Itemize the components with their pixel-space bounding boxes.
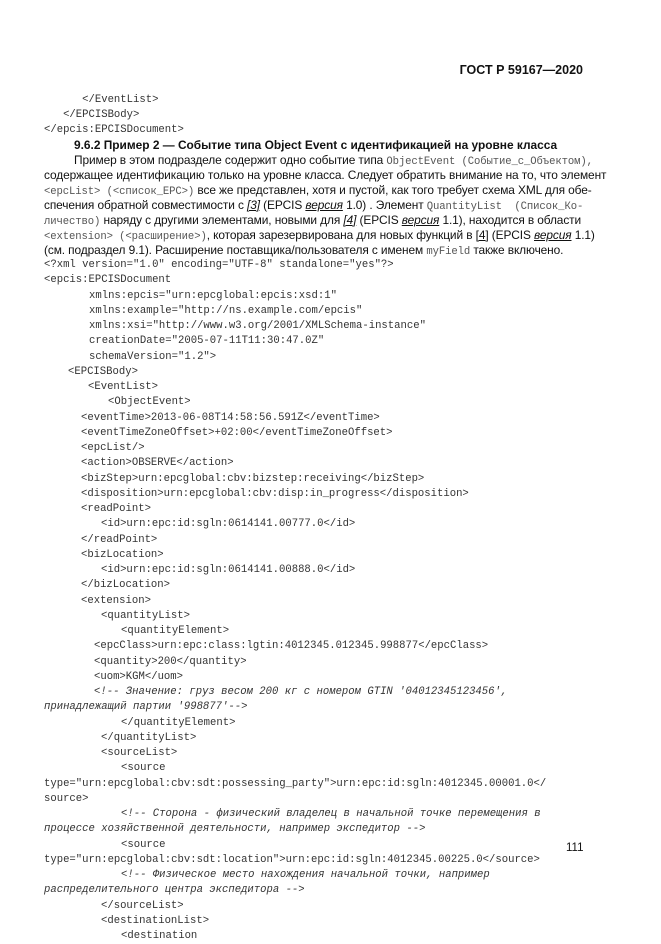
code-line: <quantityElement>: [121, 625, 230, 637]
inline-code: личество): [44, 216, 101, 228]
reference-link[interactable]: [4]: [475, 228, 489, 242]
code-line: <?xml version="1.0" encoding="UTF-8" standalone="yes"?>: [44, 259, 394, 271]
code-line: </bizLocation>: [81, 579, 171, 592]
reference-link[interactable]: [4]: [343, 213, 357, 227]
paragraph-line: содержащее идентификацию только на уровне класса. Следует обратить внимание на то, что элемент: [44, 168, 607, 182]
code-line: </sourceList>: [101, 899, 184, 912]
inline-code: <epcList>: [44, 186, 101, 198]
code-line: <bizLocation>: [81, 548, 164, 561]
code-line: </readPoint>: [81, 533, 158, 546]
code-line: <epcClass>urn:epc:class:lgtin:4012345.012345.998877</epcClass>: [94, 640, 489, 653]
code-line: <epcList/>: [81, 442, 145, 454]
reference-link[interactable]: [3]: [247, 198, 260, 212]
code-line: <readPoint>: [81, 503, 151, 515]
inline-code: ObjectEvent (Событие_с_Объектом),: [386, 156, 593, 168]
code-comment-line: <!-- Сторона - физический владелец в начальной точке перемещения в: [121, 808, 541, 820]
code-line: </EPCISBody>: [44, 109, 140, 121]
code-line: <source: [121, 762, 166, 775]
code-comment-line: принадлежащий партии '998877'-->: [44, 701, 248, 714]
code-line: <quantity>200</quantity>: [94, 655, 247, 668]
code-line: type="urn:epcglobal:cbv:sdt:possessing_party">urn:epc:id:sgln:4012345.00001.0</: [44, 777, 547, 790]
code-line: <extension>: [81, 594, 151, 607]
code-line: <sourceList>: [101, 747, 178, 759]
code-line: <destination: [121, 930, 198, 942]
code-line: xmlns:epcis="urn:epcglobal:epcis:xsd:1": [89, 289, 337, 302]
inline-code: (<список_EPC>): [100, 186, 195, 198]
code-line: </quantityElement>: [121, 716, 236, 729]
code-comment-line: <!-- Физическое место нахождения начальной точки, например: [121, 869, 490, 881]
standard-header: ГОСТ Р 59167—2020: [459, 63, 583, 77]
code-line: xmlns:xsi="http://www.w3.org/2001/XMLSchema-instance": [89, 320, 426, 332]
code-line: source>: [44, 792, 89, 805]
code-line: xmlns:example="http://ns.example.com/epcis": [89, 304, 363, 317]
inline-code: (<расширение>): [112, 231, 207, 243]
code-line: <bizStep>urn:epcglobal:cbv:bizstep:receiving</bizStep>: [81, 472, 425, 485]
code-line: <uom>KGM</uom>: [94, 670, 184, 683]
code-line: <id>urn:epc:id:sgln:0614141.00777.0</id>: [101, 518, 356, 531]
inline-code: myField: [426, 246, 471, 258]
paragraph-line: личество) наряду с другими элементами, новыми для [4] (EPCIS версия 1.1), находится в области: [44, 213, 582, 228]
version-label: версия: [305, 198, 343, 212]
paragraph-line: Пример в этом подразделе содержит одно событие типа ObjectEvent (Событие_с_Объектом),: [74, 153, 593, 168]
code-comment-line: распределительного центра экспедитора -->: [44, 884, 305, 897]
inline-code: <extension>: [44, 231, 113, 243]
page-number: 111: [566, 842, 584, 854]
paragraph-line: <extension> (<расширение>), которая зарезервирована для новых функций в [4] (EPCIS версия 1.1): [44, 228, 595, 243]
version-label: версия: [401, 213, 440, 227]
code-line: <ObjectEvent>: [108, 396, 191, 409]
code-line: </quantityList>: [101, 731, 197, 744]
code-line: </EventList>: [44, 94, 159, 106]
paragraph-line: <epcList> (<список_EPC>) все же представлен, хотя и пустой, как того требует схема XML для обе-: [44, 183, 592, 198]
code-line: <quantityList>: [101, 609, 191, 622]
inline-code: QuantityList (Список_Ко-: [426, 201, 584, 213]
code-line: schemaVersion="1.2">: [89, 350, 217, 363]
code-line: <action>OBSERVE</action>: [81, 457, 234, 470]
code-line: <eventTimeZoneOffset>+02:00</eventTimeZoneOffset>: [81, 426, 393, 439]
version-label: версия: [534, 228, 572, 242]
code-line: <eventTime>2013-06-08T14:58:56.591Z</eventTime>: [81, 411, 380, 424]
code-line: type="urn:epcglobal:cbv:sdt:location">urn:epc:id:sgln:4012345.00225.0</source>: [44, 853, 540, 866]
paragraph-line: (см. подраздел 9.1). Расширение поставщика/пользователя с именем myField также включено.: [44, 243, 564, 258]
code-line: <epcis:EPCISDocument: [44, 274, 172, 287]
code-comment-line: процессе хозяйственной деятельности, например экспедитор -->: [44, 823, 426, 836]
code-comment-line: <!-- Значение: груз весом 200 кг с номером GTIN '04012345123456',: [94, 686, 508, 698]
code-line: </epcis:EPCISDocument>: [44, 124, 184, 136]
code-line: <EPCISBody>: [68, 365, 138, 378]
code-line: <destinationList>: [101, 914, 210, 927]
code-line: creationDate="2005-07-11T11:30:47.0Z": [89, 335, 325, 348]
code-line: <disposition>urn:epcglobal:cbv:disp:in_progress</disposition>: [81, 487, 469, 500]
section-heading: 9.6.2 Пример 2 — Событие типа Object Event с идентификацией на уровне класса: [74, 138, 558, 152]
code-line: <source: [121, 838, 166, 851]
code-line: <EventList>: [88, 381, 158, 393]
paragraph-line: спечения обратной совместимости с [3] (EPCIS версия 1.0) . Элемент QuantityList (Список_Ко-: [44, 198, 584, 213]
code-line: <id>urn:epc:id:sgln:0614141.00888.0</id>: [101, 564, 356, 576]
